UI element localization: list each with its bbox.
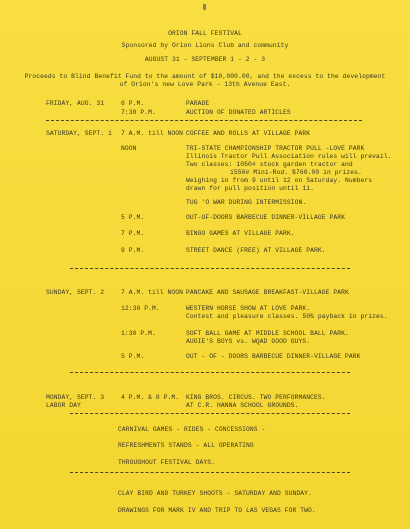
throughout-line: THROUGHOUT FESTIVAL DAYS. [118, 459, 215, 466]
monday-labor-day: LABOR DAY [46, 402, 81, 409]
friday-event-1: AUCTION OF DONATED ARTICLES [186, 109, 291, 116]
saturday-time-3: 5 P.M. [121, 214, 145, 221]
friday-day: FRIDAY, AUG. 31 [46, 100, 105, 107]
proceeds-line-1: Proceeds to Blind Benefit Fund to the amount of $10,000.00, and the excess to the development [24, 73, 386, 80]
sponsor-line: Sponsored by Orion Lions Club and community [121, 42, 289, 49]
friday-event-0: PARADE [186, 100, 210, 107]
sunday-day: SUNDAY, SEPT. 2 [46, 289, 105, 296]
sunday-event-1-line-0: WESTERN HORSE SHOW AT LOVE PARK. [186, 305, 311, 312]
sunday-event-2-line-0: SOFT BALL GAME AT MIDDLE SCHOOL BALL PARK. [186, 330, 349, 337]
sunday-event-0: PANCAKE AND SAUSAGE BREAKFAST-VILLAGE PARK [186, 289, 349, 296]
tractor-pull-line-1: Illinois Tractor Pull Association rules will prevail. [186, 153, 392, 160]
monday-event-line-1: AT C.R. HANNA SCHOOL GROUNDS. [186, 402, 299, 409]
saturday-time-4: 7 P.M. [121, 230, 145, 237]
tractor-pull-line-4: Weighing in from 9 until 12 on Saturday. Numbers [186, 177, 373, 184]
tractor-pull-line-3: 1550# Mini-Rod. $760.00 in prizes. [230, 169, 362, 176]
divider [70, 372, 350, 373]
sunday-time-0: 7 A.M. till NOON [121, 289, 184, 296]
tractor-pull-line-5: drawn for pull position until 11. [186, 185, 314, 192]
staple-mark [203, 4, 206, 10]
monday-time: 4 P.M. & 8 P.M. [121, 394, 180, 401]
tractor-pull-line-2: Two classes: 1050# stock garden tractor and [186, 161, 353, 168]
sunday-event-3: OUT - OF - DOORS BARBECUE DINNER-VILLAGE PARK [186, 353, 361, 360]
saturday-day: SATURDAY, SEPT. 1 [46, 130, 112, 137]
saturday-event-3: OUT-OF-DOORS BARBECUE DINNER-VILLAGE PARK [186, 214, 346, 221]
divider [70, 472, 350, 473]
sunday-time-2: 1:30 P.M. [121, 330, 156, 337]
saturday-event-0: COFFEE AND ROLLS AT VILLAGE PARK [186, 130, 311, 137]
saturday-event-2: TUG 'O WAR DURING INTERMISSION. [186, 199, 307, 206]
sunday-time-3: 5 P.M. [121, 353, 145, 360]
drawings-line: DRAWINGS FOR MARK IV AND TRIP TO LAS VEGAS FOR TWO. [118, 507, 316, 514]
saturday-event-5: STREET DANCE (FREE) AT VILLAGE PARK. [186, 247, 326, 254]
sunday-event-1-line-1: Contest and pleasure classes. 50% payback in prizes. [186, 313, 388, 320]
saturday-time-0: 7 A.M. till NOON [121, 130, 184, 137]
divider [70, 413, 350, 414]
monday-day: MONDAY, SEPT. 3 [46, 394, 105, 401]
monday-event-line-0: KING BROS. CIRCUS. TWO PERFORMANCES. [186, 394, 326, 401]
sunday-time-1: 12:30 P.M. [121, 305, 160, 312]
festival-title: ORION FALL FESTIVAL [168, 30, 242, 37]
saturday-event-4: BINGO GAMES AT VILLAGE PARK. [186, 230, 295, 237]
sunday-event-2-line-1: AUGIE'S BOYS vs. WQAD GOOD GUYS. [186, 338, 311, 345]
carnival-line: CARNIVAL GAMES - RIDES - CONCESSIONS - [118, 426, 266, 433]
proceeds-line-2: of Orion's new Love Park - 13th Avenue East. [119, 81, 291, 88]
saturday-time-1: NOON [121, 145, 137, 152]
saturday-time-5: 9 P.M. [121, 247, 145, 254]
friday-time-1: 7:30 P.M. [121, 109, 156, 116]
divider [46, 120, 362, 121]
clay-bird-line: CLAY BIRD AND TURKEY SHOOTS - SATURDAY AND SUNDAY. [118, 490, 312, 497]
refreshments-line: REFRESHMENTS STANDS - ALL OPERATING [118, 442, 254, 449]
divider [70, 268, 350, 269]
festival-dates: AUGUST 31 - SEPTEMBER 1 - 2 - 3 [144, 56, 266, 63]
friday-time-0: 6 P.M. [121, 100, 145, 107]
tractor-pull-line-0: TRI-STATE CHAMPIONSHIP TRACTOR PULL -LOVE PARK [186, 145, 365, 152]
